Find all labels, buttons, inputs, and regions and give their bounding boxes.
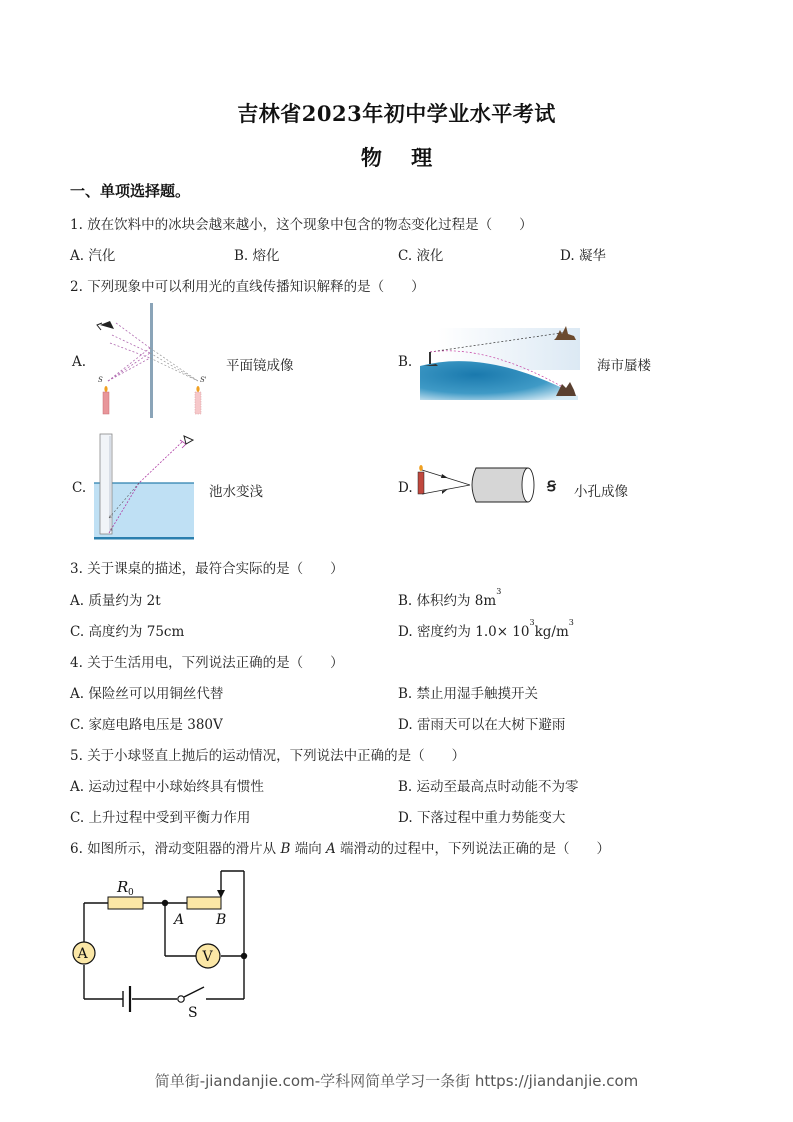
q5-option-b: B. 运动至最高点时动能不为零 <box>398 779 579 795</box>
question-stem: 放在饮料中的冰块会越来越小，这个现象中包含的物态变化过程是（ ） <box>87 217 533 233</box>
question-1 <box>70 213 533 233</box>
q5-option-a: A. 运动过程中小球始终具有惯性 <box>70 779 264 795</box>
q2-option-c-label: C. <box>72 480 87 496</box>
q2-option-d-text: 小孔成像 <box>574 484 628 500</box>
svg-text:S: S <box>98 376 103 384</box>
q1-option-d: D. 凝华 <box>560 248 606 264</box>
question-4: 4. 关于生活用电，下列说法正确的是（ ） <box>70 655 344 671</box>
q2-option-d-label: D. <box>398 480 413 496</box>
svg-text:R: R <box>117 878 129 896</box>
question-3: 3. 关于课桌的描述，最符合实际的是（ ） <box>70 561 344 577</box>
q1-option-a: A. 汽化 <box>70 248 116 264</box>
q3-option-d: D. 密度约为 $1.0\times 10^3kg/m^3$ <box>398 618 574 640</box>
q1-option-c: C. 液化 <box>398 248 444 264</box>
svg-text:S: S <box>188 1005 198 1021</box>
pinhole-camera-figure <box>414 464 554 510</box>
svg-text:s: s <box>110 527 113 533</box>
svg-text:B: B <box>216 912 227 928</box>
section-heading: 一、单项选择题。 <box>70 182 191 200</box>
q5-option-d: D. 下落过程中重力势能变大 <box>398 810 566 826</box>
question-6: 6. 如图所示，滑动变阻器的滑片从 B 端向 A 端滑动的过程中，下列说法正确的是（ ） <box>70 841 611 857</box>
q3-option-a: A. 质量约为 2t <box>70 593 161 609</box>
q4-option-c: C. 家庭电路电压是 380V <box>70 717 223 733</box>
svg-text:0: 0 <box>128 888 134 898</box>
q3-option-b: B. 体积约为 $8m^3$ <box>398 587 502 609</box>
eye-icon: Ꞩ <box>547 479 556 495</box>
plane-mirror-figure <box>92 303 212 418</box>
q1-option-b: B. 熔化 <box>234 248 280 264</box>
svg-text:A: A <box>174 912 185 928</box>
q3-option-c: C. 高度约为 75cm <box>70 624 185 640</box>
svg-text:s': s' <box>109 514 113 520</box>
q5-option-c: C. 上升过程中受到平衡力作用 <box>70 810 251 826</box>
circuit-diagram <box>60 860 290 1020</box>
q2-option-b-label: B. <box>398 354 413 370</box>
question-2: 2. 下列现象中可以利用光的直线传播知识解释的是（ ） <box>70 279 425 295</box>
svg-text:S': S' <box>200 376 207 384</box>
svg-text:V: V <box>202 949 213 965</box>
q4-option-b: B. 禁止用湿手触摸开关 <box>398 686 539 702</box>
question-5: 5. 关于小球竖直上抛后的运动情况，下列说法中正确的是（ ） <box>70 748 466 764</box>
q2-option-c-text: 池水变浅 <box>209 484 263 500</box>
mirage-figure <box>418 324 583 400</box>
pool-depth-figure <box>94 434 204 542</box>
exam-title: 吉林省2023年初中学业水平考试 <box>237 101 556 126</box>
q2-option-b-text: 海市蜃楼 <box>597 358 651 374</box>
q2-option-a-label: A. <box>72 354 87 370</box>
subject-title: 物 理 <box>360 145 433 170</box>
q2-option-a-text: 平面镜成像 <box>226 358 294 374</box>
question-number: 1. <box>70 217 83 233</box>
q4-option-a: A. 保险丝可以用铜丝代替 <box>70 686 224 702</box>
footer-watermark: 简单街-jiandanjie.com-学科网简单学习一条街 https://jiandanjie.com <box>154 1072 639 1090</box>
svg-text:A: A <box>77 946 88 962</box>
q4-option-d: D. 雷雨天可以在大树下避雨 <box>398 717 566 733</box>
